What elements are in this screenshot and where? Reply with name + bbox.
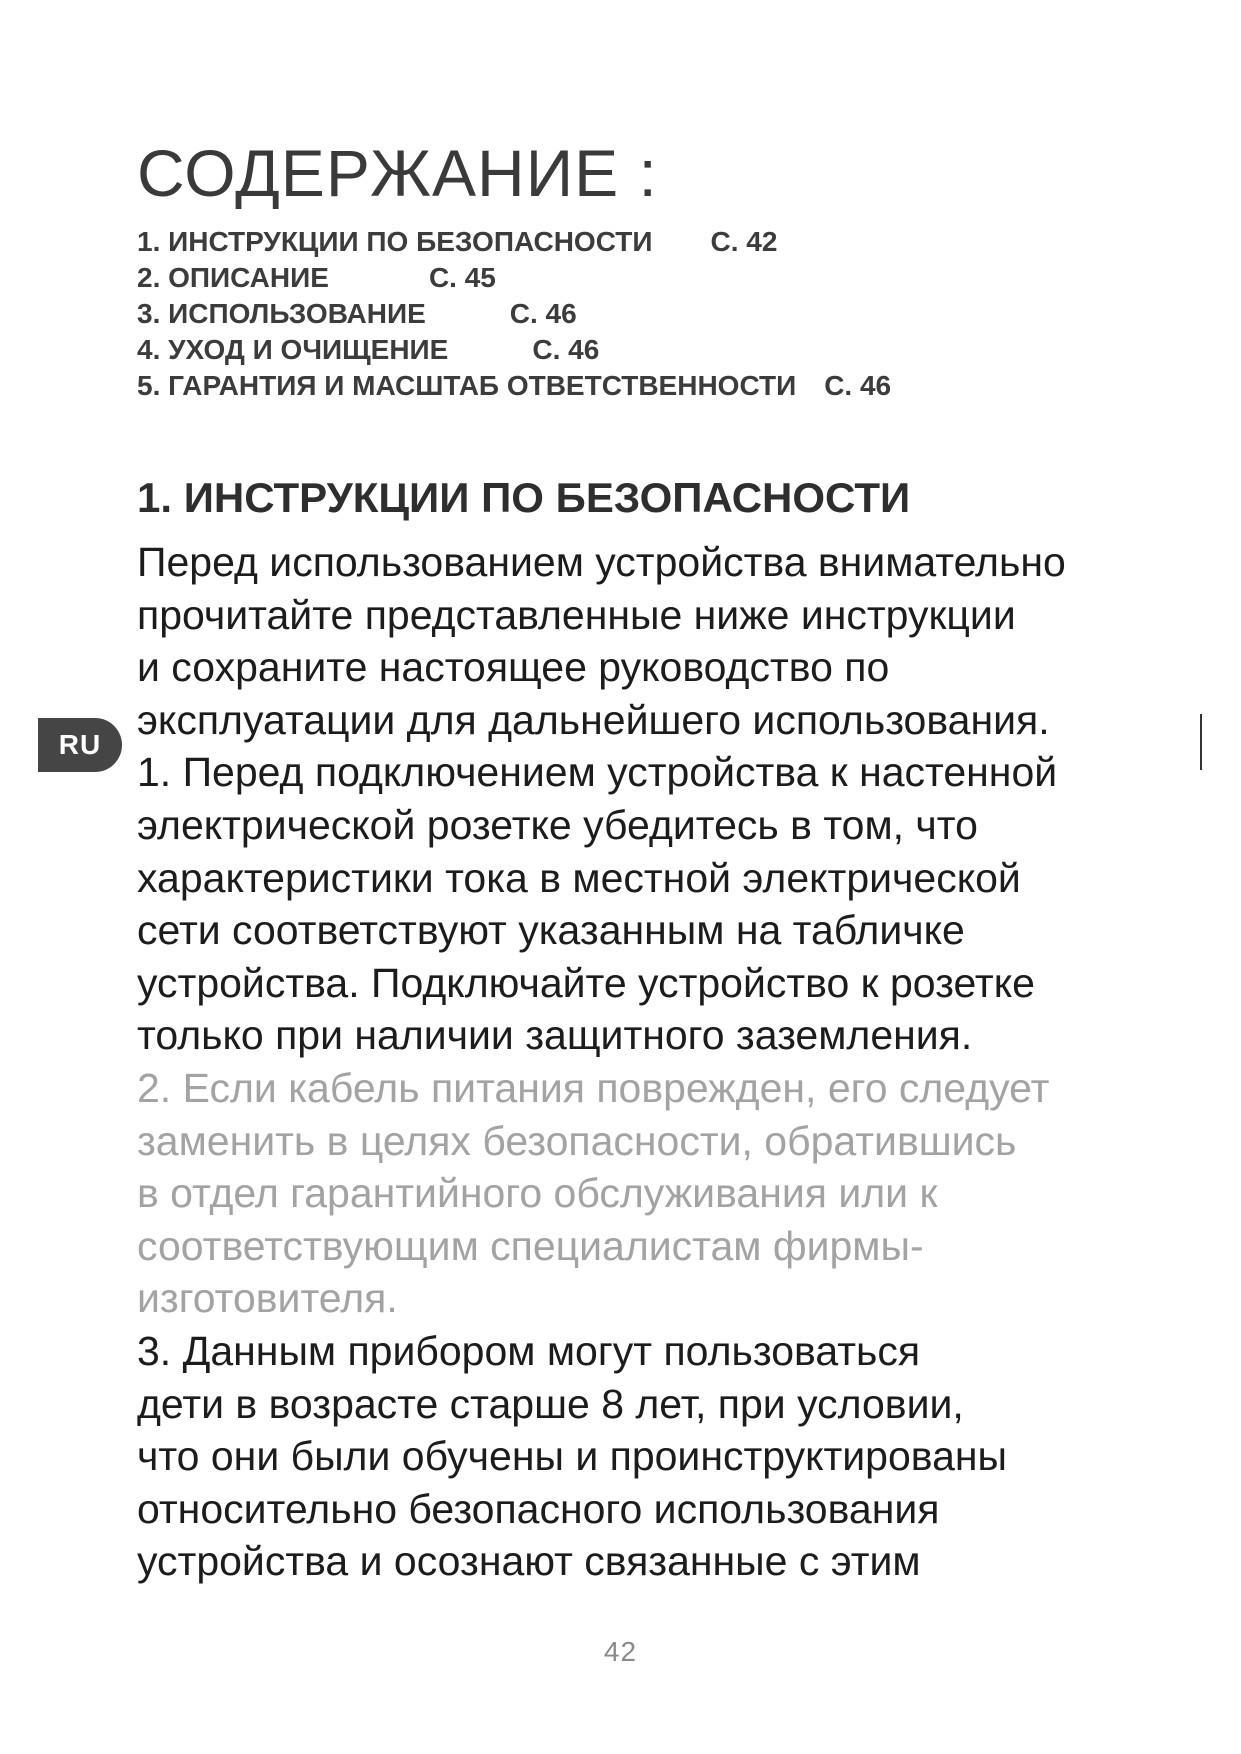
table-of-contents: [137, 224, 891, 404]
toc-item-safety[interactable]: [137, 224, 891, 260]
toc-item-usage[interactable]: [137, 296, 891, 332]
section-body: [137, 536, 1137, 1588]
toc-item-page: С. 46: [824, 370, 892, 401]
toc-item-care[interactable]: [137, 332, 891, 368]
toc-item-label: 5. ГАРАНТИЯ И МАСШТАБ ОТВЕТСТВЕННОСТИ: [137, 370, 797, 401]
toc-item-label: 3. ИСПОЛЬЗОВАНИЕ: [137, 298, 426, 329]
instruction-item-1: 1. Перед подключением устройства к настенной электрической розетке убедитесь в том, что характеристики тока в местной электрической сети соответствуют указанным на табличке устройства. Подключайте устройство к розетке только при наличии защитного заземления.: [137, 749, 1058, 1059]
intro-paragraph: Перед использованием устройства внимательно прочитайте представленные ниже инструкции и сохраните настоящее руководство по эксплуатации для дальнейшего использования.: [137, 539, 1066, 743]
page-number: 42: [603, 1636, 638, 1667]
section-heading: 1. ИНСТРУКЦИИ ПО БЕЗОПАСНОСТИ: [137, 474, 911, 521]
toc-item-label: 1. ИНСТРУКЦИИ ПО БЕЗОПАСНОСТИ: [137, 226, 653, 257]
instruction-item-2: 2. Если кабель питания поврежден, его следует заменить в целях безопасности, обратившись в отдел гарантийного обслуживания или к соответствующим специалистам фирмы- изготовителя.: [137, 1064, 1050, 1322]
toc-item-warranty[interactable]: [137, 368, 891, 404]
toc-item-page: С. 42: [710, 226, 778, 257]
toc-item-label: 2. ОПИСАНИЕ: [137, 262, 329, 293]
language-tab: RU: [38, 718, 122, 772]
toc-item-page: С. 45: [428, 262, 496, 293]
instruction-item-3: 3. Данным прибором могут пользоваться дети в возрасте старше 8 лет, при условии, что они были обучены и проинструктированы относительно безопасного использования устройства и осознают связанные с этим: [137, 1327, 1008, 1585]
toc-item-page: С. 46: [532, 334, 600, 365]
toc-item-page: С. 46: [509, 298, 577, 329]
toc-item-description[interactable]: [137, 260, 891, 296]
toc-item-label: 4. УХОД И ОЧИЩЕНИЕ: [137, 334, 449, 365]
page-edge-marker: [1200, 714, 1202, 770]
toc-title: СОДЕРЖАНИЕ :: [137, 136, 658, 210]
